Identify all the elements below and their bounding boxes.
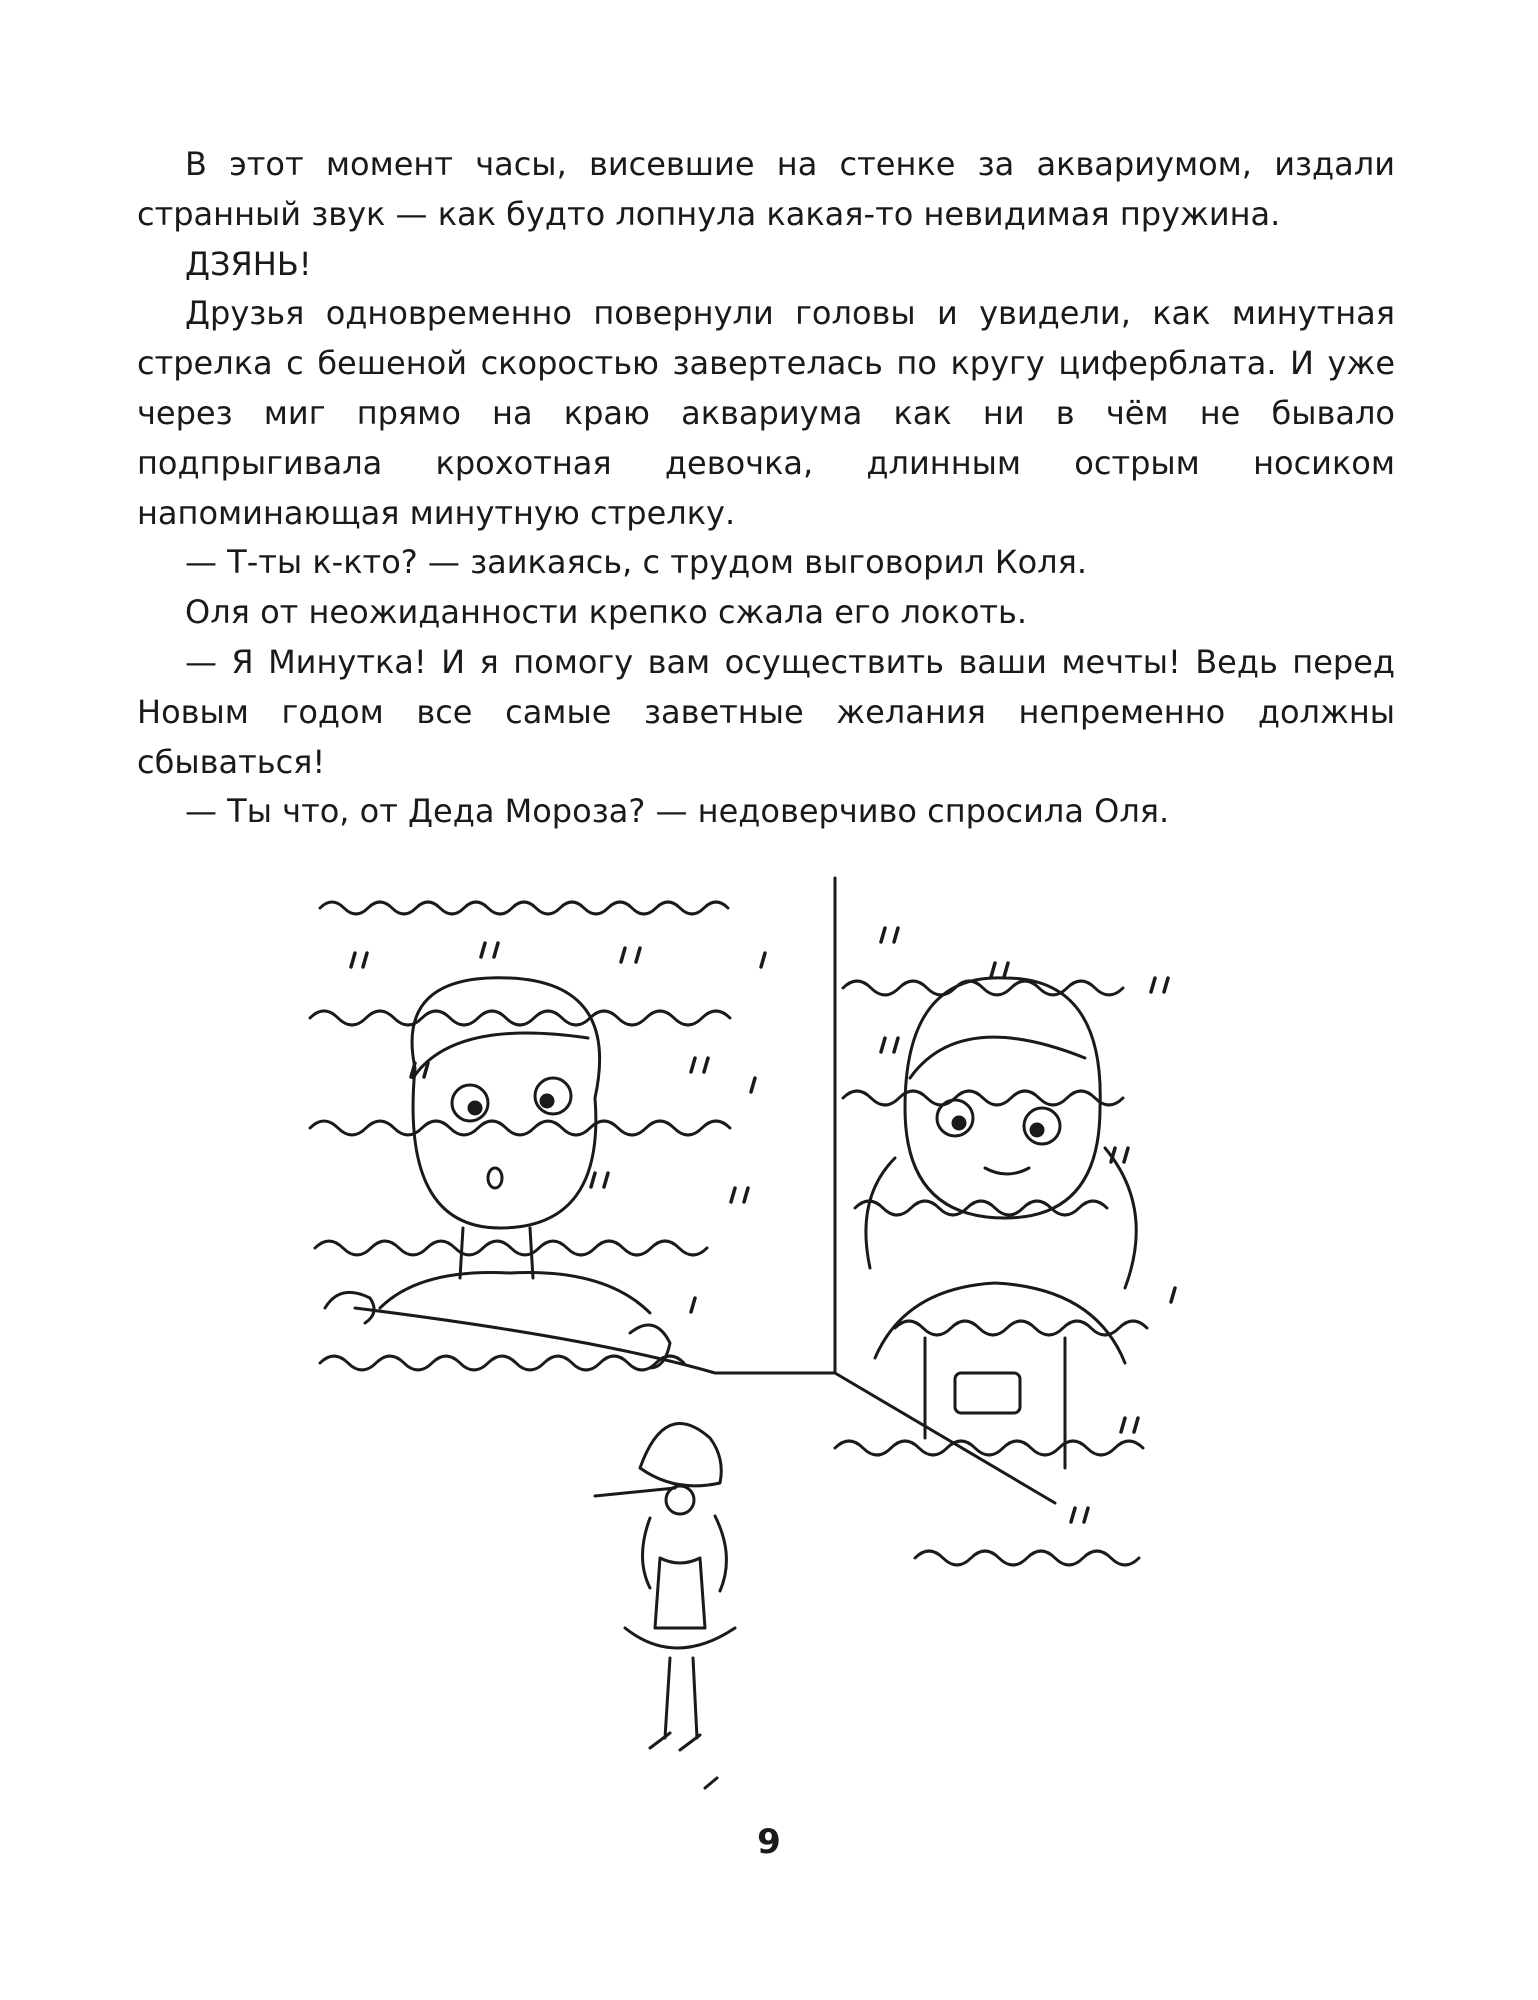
paragraph-7: — Ты что, от Деда Мороза? — недоверчиво спросила Оля.	[185, 792, 1170, 831]
paragraph-4: — Т-ты к-кто? — заикаясь, с трудом выговорил Коля.	[185, 543, 1088, 582]
story-illustration	[295, 868, 1235, 1808]
minutka-figure	[595, 1423, 735, 1788]
paragraph-1: В этот момент часы, висевшие на стенке за аквариумом, издали странный звук — как будто лопнула какая-то невидимая пружина.	[137, 145, 1395, 233]
paragraph-5: Оля от неожиданности крепко сжала его локоть.	[185, 593, 1028, 632]
page-number: 9	[757, 1822, 781, 1862]
girl-figure	[866, 978, 1136, 1468]
aquarium-rim	[355, 1308, 1055, 1503]
water-waves	[310, 902, 1147, 1565]
paragraph-6: — Я Минутка! И я помогу вам осуществить ваши мечты! Ведь перед Новым годом все самые заветные желания непременно должны сбываться!	[137, 642, 1395, 781]
paragraph-2: ДЗЯНЬ!	[185, 244, 312, 283]
paragraph-3: Друзья одновременно повернули головы и увидели, как минутная стрелка с бешеной скоростью завертелась по кругу циферблата. И уже через миг прямо на краю аквариума как ни в чём не бывало подпрыгивала крохотная девочка, длинным острым носиком напоминающая минутную стрелку.	[137, 294, 1395, 532]
story-text	[137, 140, 1395, 837]
